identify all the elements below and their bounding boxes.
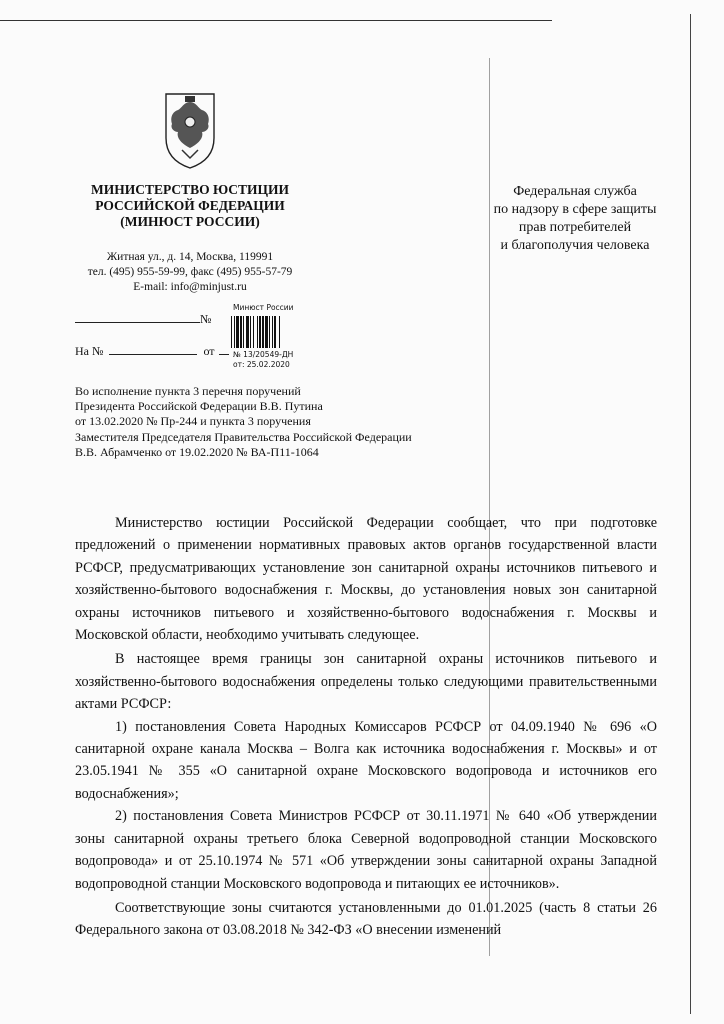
barcode-bar [246, 316, 249, 348]
barcode-bar [253, 316, 254, 348]
barcode-bar [265, 316, 268, 348]
addressee-block [470, 183, 680, 255]
stamp-reg-number: № 13/20549-ДН [233, 350, 294, 359]
ministry-name-line3: (МИНЮСТ РОССИИ) [120, 214, 260, 229]
ministry-name-line1: МИНИСТЕРСТВО ЮСТИЦИИ [90, 182, 289, 197]
barcode-bar [262, 316, 264, 348]
body-paragraph-4: 2) постановления Совета Министров РСФСР от 30.11.1971 № 640 «Об утверждении зоны санитарной охраны третьего блока Северной водопроводной станции Московского водопровода» и от 25.10.1974 № 571 «Об утверждении зоны санитарной охраны Западной водопроводной станции Московского водопровода и питающих ее источников». [75, 808, 657, 892]
barcode-bar [236, 316, 239, 348]
addressee-line2: по надзору в сфере защиты [493, 202, 657, 217]
coat-of-arms-icon [160, 88, 220, 170]
barcode-bar [274, 316, 276, 348]
barcode-bar [257, 316, 258, 348]
incoming-number-blank [109, 344, 197, 355]
incoming-number-field [75, 344, 229, 359]
barcode-bar [259, 316, 261, 348]
scan-edge-right [690, 14, 691, 1014]
outgoing-number-field [75, 312, 211, 327]
basis-line5: В.В. Абрамченко от 19.02.2020 № ВА-П11-1064 [75, 444, 319, 459]
barcode-bar [243, 316, 244, 348]
stamp-reg-date: от: 25.02.2020 [233, 360, 290, 369]
barcode-bar [272, 316, 273, 348]
basis-line4: Заместителя Председателя Правительства Российской Федерации [75, 429, 412, 444]
barcode-icon [231, 316, 293, 348]
barcode-bar [269, 316, 270, 348]
stamp-org: Минюст России [233, 303, 294, 312]
addressee-line4: и благополучия человека [500, 238, 650, 253]
barcode-bar [231, 316, 232, 348]
address-street: Житная ул., д. 14, Москва, 119991 [106, 251, 274, 263]
basis-reference [75, 384, 475, 460]
address-phone: тел. (495) 955-59-99, факс (495) 955-57-79 [87, 266, 293, 278]
outgoing-number-blank [75, 312, 200, 323]
addressee-line1: Федеральная служба [513, 184, 637, 199]
barcode-bar [240, 316, 242, 348]
incoming-date-label: от [203, 344, 215, 358]
basis-line1: Во исполнение пункта 3 перечня поручений [75, 384, 301, 398]
incoming-date-blank [219, 344, 229, 355]
ministry-address [70, 250, 310, 295]
address-email: E-mail: info@minjust.ru [133, 281, 247, 293]
letter-body [75, 512, 657, 942]
body-paragraph-2: В настоящее время границы зон санитарной охраны источников питьевого и хозяйственно-бытового водоснабжения определены только следующими правительственными актами РСФСР: [75, 651, 657, 713]
basis-line3: от 13.02.2020 № Пр-244 и пункта 3 поручения [75, 414, 311, 429]
barcode-bar [279, 316, 280, 348]
scan-edge-top [0, 20, 552, 21]
addressee-line3: прав потребителей [518, 220, 632, 235]
body-paragraph-3: 1) постановления Совета Народных Комиссаров РСФСР от 04.09.1940 № 696 «О санитарной охране канала Москва – Волга как источника водоснабжения г. Москвы» и от 23.05.1941 № 355 «О санитарной охране Московского водопровода и источников его водоснабжения»; [75, 718, 657, 802]
ministry-name-block [80, 182, 300, 230]
incoming-number-label: На № [75, 344, 104, 358]
ministry-name-line2: РОССИЙСКОЙ ФЕДЕРАЦИИ [95, 198, 285, 213]
barcode-bar [234, 316, 235, 348]
basis-line2: Президента Российской Федерации В.В. Путина [75, 399, 323, 414]
stamp-registration [233, 350, 293, 370]
body-paragraph-1: Министерство юстиции Российской Федерации сообщает, что при подготовке предложений о применении нормативных правовых актов органов государственной власти РСФСР, предусматривающих установление зон санитарной охраны источников питьевого и хозяйственно-бытового водоснабжения г. Москвы, до установления новых зон санитарной охраны источников питьевого и хозяйственно-бытового водоснабжения г. Москвы и Московской области, необходимо учитывать следующее. [75, 515, 657, 644]
outgoing-number-label: № [200, 312, 212, 326]
body-paragraph-5: Соответствующие зоны считаются установленными до 01.01.2025 (часть 8 статьи 26 Федерального закона от 03.08.2018 № 342-ФЗ «О внесении изменений [75, 899, 657, 939]
barcode-bar [250, 316, 251, 348]
